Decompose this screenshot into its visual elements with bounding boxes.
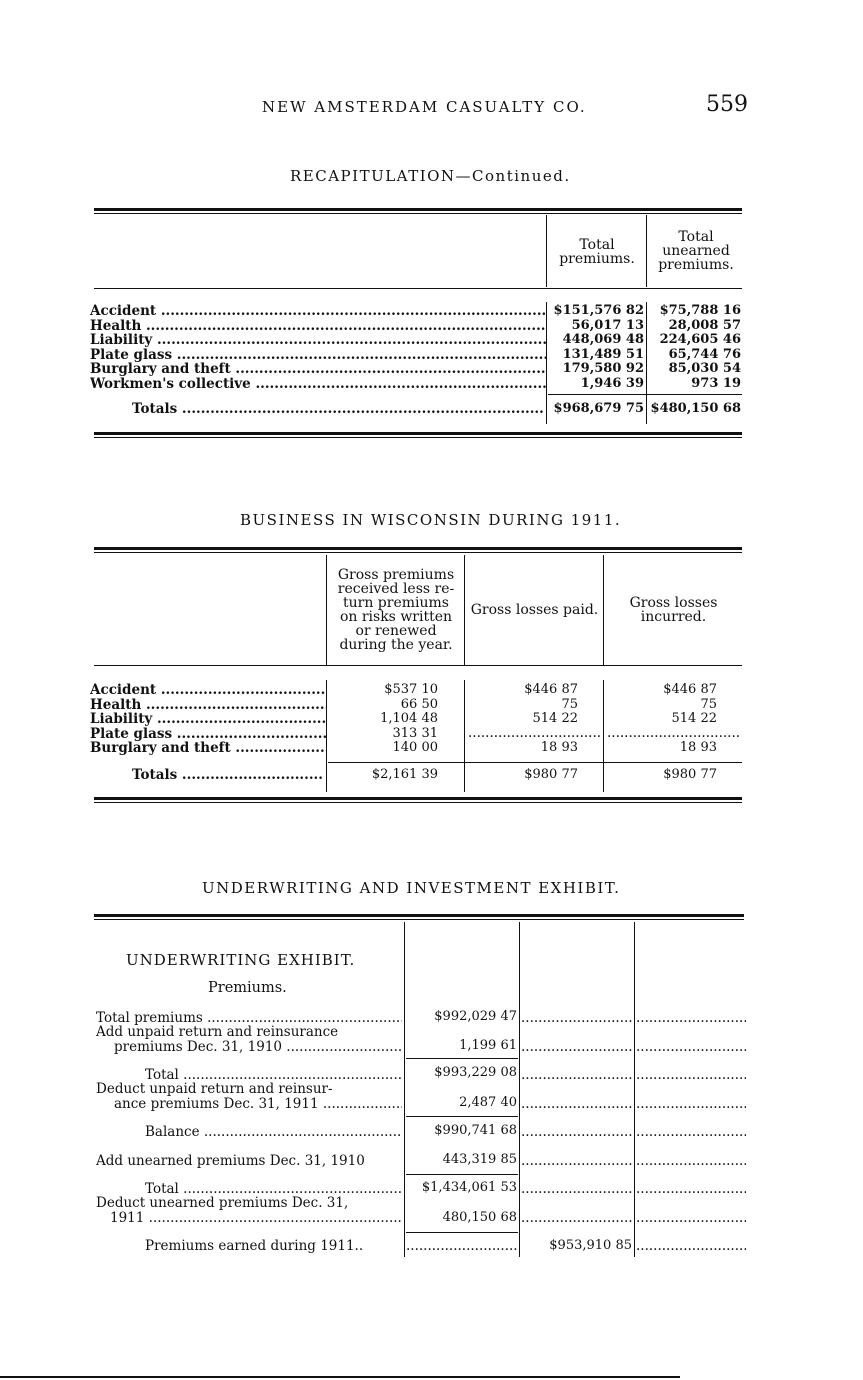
recap-row-label: Burglary and theft ..... <box>90 362 546 377</box>
uw-sum-rule <box>406 1116 518 1117</box>
recap-totals-unearned: $480,150 68 <box>650 401 741 416</box>
uw-col2-dots <box>521 1068 633 1083</box>
page-number: 559 <box>706 92 748 117</box>
uw-col3-dots <box>636 1211 746 1226</box>
recap-unearned-value: 973 19 <box>691 375 741 391</box>
uw-row-label: Deduct unpaid return and reinsur- <box>96 1081 333 1097</box>
uw-row-label-cont: ance premiums Dec. 31, 1911 ..... <box>114 1097 402 1112</box>
wisconsin-premium-value: 313 31 <box>392 725 438 741</box>
uw-col2-dots <box>521 1125 633 1140</box>
wisconsin-vline-3 <box>603 555 604 665</box>
recap-premium-value: 448,069 48 <box>562 332 644 347</box>
recap-premium-value: 56,017 13 <box>571 317 644 333</box>
wisconsin-vline-1 <box>326 555 327 665</box>
wisconsin-paid-dots <box>468 726 602 741</box>
recap-premium-value: $151,576 82 <box>553 303 644 318</box>
wisconsin-totals-paid: $980 77 <box>524 767 578 782</box>
header-line: received less re- <box>337 581 455 597</box>
recap-row-label: Liability ..... <box>90 333 546 348</box>
header-line: incurred. <box>640 609 707 625</box>
wisconsin-row-label: Burglary and theft ..... <box>90 741 326 756</box>
uw-sum-rule <box>406 1232 518 1233</box>
uw-row-label-cont: 1911 ..... <box>110 1211 402 1226</box>
wisconsin-paid-column <box>466 683 578 756</box>
recap-title: RECAPITULATION—Continued. <box>290 167 571 185</box>
uw-col1-value: 1,199 61 <box>459 1038 517 1053</box>
recap-unearned-value: $75,788 16 <box>659 303 741 318</box>
recap-col1-header-l1: Total <box>579 237 615 253</box>
uw-col2-dots <box>521 1097 633 1112</box>
wisconsin-premium-value: 1,104 48 <box>380 711 438 726</box>
uw-row-label: Total ..... <box>145 1068 402 1083</box>
wisconsin-incurred-value: $446 87 <box>663 682 717 697</box>
uw-col3-dots <box>636 1068 746 1083</box>
uw-row-label: Deduct unearned premiums Dec. 31, <box>96 1195 349 1211</box>
uw-row-label-cont: premiums Dec. 31, 1910 ..... <box>114 1040 402 1055</box>
uw-row-label: Premiums earned during 1911.. <box>145 1238 364 1254</box>
uw-col2-dots <box>521 1211 633 1226</box>
uw-col3-dots <box>636 1040 746 1055</box>
scan-edge-line <box>0 1376 680 1378</box>
uw-col1-value: $992,029 47 <box>434 1009 517 1024</box>
wisconsin-totals-premiums: $2,161 39 <box>371 767 438 782</box>
recap-premium-value: 179,580 92 <box>562 361 644 376</box>
recap-totals-premiums: $968,679 75 <box>553 401 644 416</box>
uw-col2-dots <box>521 1011 633 1026</box>
recap-row-label: Plate glass ..... <box>90 348 546 363</box>
wisconsin-paid-value: $446 87 <box>524 682 578 697</box>
wisconsin-col1-header <box>328 568 464 652</box>
recap-totals-rule <box>548 394 742 395</box>
recap-premiums-column <box>548 304 644 391</box>
wisconsin-labels <box>90 683 326 756</box>
wisconsin-vline-6 <box>603 680 604 792</box>
recap-premium-value: 1,946 39 <box>580 375 644 391</box>
header-line: Gross losses <box>629 595 718 611</box>
wisconsin-paid-value: 18 93 <box>540 740 578 755</box>
wisconsin-premium-value: $537 10 <box>384 682 438 697</box>
underwriting-vline-3 <box>634 922 635 1257</box>
uw-row-label: Balance ..... <box>145 1125 402 1140</box>
underwriting-section: Premiums. <box>208 980 287 996</box>
header-line: turn premiums <box>343 595 449 611</box>
uw-col3-dots <box>636 1239 746 1254</box>
wisconsin-top-rule <box>94 547 742 553</box>
uw-col1-value: 2,487 40 <box>459 1095 517 1110</box>
wisconsin-col2-header: Gross losses paid. <box>470 602 599 618</box>
recap-unearned-column <box>648 304 741 391</box>
uw-col1-value: $993,229 08 <box>434 1065 517 1080</box>
header-line: during the year. <box>339 637 453 653</box>
wisconsin-bottom-rule <box>94 797 742 803</box>
recap-row-label: Health ..... <box>90 319 546 334</box>
uw-col1-value: $1,434,061 53 <box>421 1180 517 1195</box>
header-line: or renewed <box>355 623 437 639</box>
uw-row-label: Add unpaid return and reinsurance <box>96 1024 339 1040</box>
recap-unearned-value: 85,030 54 <box>668 361 741 376</box>
uw-col3-dots <box>636 1011 746 1026</box>
uw-row-label: Total premiums ..... <box>96 1011 402 1026</box>
recap-vline-1 <box>546 215 547 287</box>
uw-col1-dots <box>406 1239 518 1254</box>
uw-col2-dots <box>521 1040 633 1055</box>
wisconsin-vline-2 <box>464 555 465 665</box>
recap-bottom-rule <box>94 432 742 438</box>
wisconsin-totals-label: Totals ..... <box>132 768 324 783</box>
wisconsin-totals-rule <box>328 762 742 763</box>
uw-row-label: Total ..... <box>145 1182 402 1197</box>
wisconsin-col3-header <box>605 596 742 624</box>
wisconsin-vline-5 <box>464 680 465 792</box>
recap-col2-header-l2: unearned <box>662 243 730 259</box>
uw-col1-value: $990,741 68 <box>434 1123 517 1138</box>
wisconsin-paid-value: 514 22 <box>532 711 578 726</box>
underwriting-vline-2 <box>519 922 520 1257</box>
recap-premium-value: 131,489 51 <box>562 346 644 362</box>
uw-col3-dots <box>636 1154 746 1169</box>
underwriting-subtitle: UNDERWRITING EXHIBIT. <box>126 951 356 969</box>
recap-unearned-value: 224,605 46 <box>659 332 741 347</box>
underwriting-vline-1 <box>404 922 405 1257</box>
uw-sum-rule <box>406 1174 518 1175</box>
wisconsin-totals-incurred: $980 77 <box>663 767 717 782</box>
uw-col2-dots <box>521 1154 633 1169</box>
uw-col2-value: $953,910 85 <box>549 1238 632 1253</box>
wisconsin-row-label: Health ..... <box>90 698 326 713</box>
wisconsin-incurred-value: 514 22 <box>671 711 717 726</box>
wisconsin-vline-4 <box>326 680 327 792</box>
recap-row-label: Accident ..... <box>90 304 546 319</box>
uw-row-label: Add unearned premiums Dec. 31, 1910 <box>96 1153 365 1169</box>
recap-vline-3 <box>546 302 547 424</box>
wisconsin-incurred-value: 75 <box>700 696 717 712</box>
running-header: NEW AMSTERDAM CASUALTY CO. <box>262 98 587 116</box>
recap-col2-header <box>648 230 744 272</box>
wisconsin-row-label: Liability ..... <box>90 712 326 727</box>
recap-col1-header-l2: premiums. <box>559 251 635 267</box>
recap-col2-header-l1: Total <box>678 229 714 245</box>
wisconsin-premium-value: 66 50 <box>400 696 438 712</box>
uw-col1-value: 480,150 68 <box>442 1210 517 1225</box>
header-line: on risks written <box>339 609 453 625</box>
underwriting-top-rule <box>94 914 744 920</box>
underwriting-title: UNDERWRITING AND INVESTMENT EXHIBIT. <box>202 879 621 897</box>
recap-vline-4 <box>646 302 647 424</box>
recap-col1-header <box>548 238 646 266</box>
uw-col2-dots <box>521 1182 633 1197</box>
recap-col2-header-l3: premiums. <box>658 257 734 273</box>
wisconsin-paid-value: 75 <box>561 696 578 712</box>
recap-unearned-value: 65,744 76 <box>668 346 741 362</box>
wisconsin-premiums-column <box>328 683 438 756</box>
uw-sum-rule <box>406 1058 518 1059</box>
recap-unearned-value: 28,008 57 <box>668 317 741 333</box>
uw-col1-value: 443,319 85 <box>442 1152 517 1167</box>
uw-col3-dots <box>636 1125 746 1140</box>
wisconsin-premium-value: 140 00 <box>392 740 438 755</box>
wisconsin-incurred-dots <box>607 726 741 741</box>
recap-top-rule <box>94 208 742 214</box>
wisconsin-incurred-value: 18 93 <box>679 740 717 755</box>
recap-totals-label: Totals ..... <box>132 402 544 417</box>
uw-col3-dots <box>636 1097 746 1112</box>
wisconsin-title: BUSINESS IN WISCONSIN DURING 1911. <box>240 511 622 529</box>
wisconsin-incurred-column <box>605 683 717 756</box>
recap-vline-2 <box>646 215 647 287</box>
uw-col3-dots <box>636 1182 746 1197</box>
recap-header-rule <box>94 288 742 289</box>
recap-labels <box>90 304 546 391</box>
recap-row-label: Workmen's collective ..... <box>90 377 546 392</box>
wisconsin-header-rule <box>94 665 742 666</box>
wisconsin-row-label: Accident ..... <box>90 683 326 698</box>
header-line: Gross premiums <box>337 567 455 583</box>
wisconsin-row-label: Plate glass ..... <box>90 727 326 742</box>
